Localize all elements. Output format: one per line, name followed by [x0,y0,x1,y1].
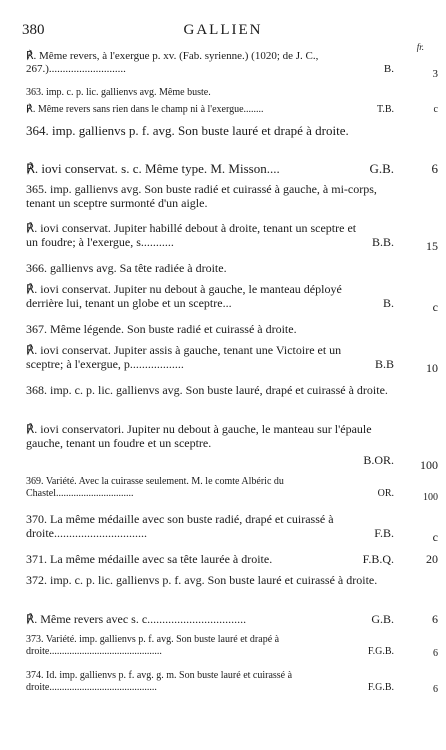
entry-text: 366. gallienvs avg. Sa tête radiée à droite. [26,261,227,275]
page-number: 380 [22,22,45,38]
entry-text: 370. La même médaille avec son buste radié, drapé et cuirassé à droite............................... [26,512,334,541]
page-header [22,22,424,52]
entry-grade: F.B. [374,526,394,541]
catalogue-entry [26,322,394,336]
entry-text: ℟. iovi conservat. Jupiter habillé debout à droite, tenant un sceptre et un foudre; à l'exergue, s........... [26,221,357,250]
entry-text: 365. imp. gallienvs avg. Son buste radié et cuirassé à gauche, à mi-corps, tenant un sceptre surmonté d'un aigle. [26,182,377,211]
entry-price: c [433,104,438,115]
entry-text: ℟. iovi conservatori. Jupiter nu debout à gauche, le manteau sur l'épaule gauche, tenant un foudre et un sceptre. [26,422,372,451]
entry-text: 363. imp. c. p. lic. gallienvs avg. Même buste. [26,87,211,98]
entry-grade: OR. [377,487,394,499]
entry-grade: F.G.B. [367,681,394,693]
entry-grade: G.B. [371,612,394,626]
catalogue-entry [26,573,394,587]
running-title: GALLIEN [183,22,263,38]
entry-price: 6 [433,648,438,659]
entry-grade: B. [382,296,394,311]
catalogue-entry [26,87,394,99]
entry-grade: B.B. [371,235,394,250]
catalogue-entry [26,50,394,76]
entry-grade: B.OR. [363,453,394,468]
entry-grade: G.B. [369,161,394,176]
entry-price: c [432,300,438,314]
entry-text: ℟. Même revers, à l'exergue p. xv. (Fab. syrienne.) (1020; de J. C., 267.)............................ [26,50,319,75]
catalogue-entry [26,476,394,500]
catalogue-entry [26,221,394,249]
entry-text: 367. Même légende. Son buste radié et cuirassé à droite. [26,322,297,336]
entry-price: c [432,530,438,544]
catalogue-entry [26,383,394,397]
entry-price: 100 [423,492,438,503]
catalogue-entry [26,634,394,658]
entry-grade: B.B [374,357,394,372]
entry-text: 364. imp. gallienvs p. f. avg. Son buste lauré et drapé à droite. [26,123,349,138]
catalogue-entry [26,282,394,310]
catalogue-entry [26,343,394,371]
entry-price: 6 [433,684,438,695]
entry-price: 3 [432,68,438,80]
entry-price: 6 [431,161,438,176]
price-column-label: fr. [416,42,424,52]
entry-text: ℟. iovi conservat. s. c. Même type. M. Misson.... [26,161,280,176]
entry-text: 374. Id. imp. gallienvs p. f. avg. g. m. Son buste lauré et cuirassé à droite........................................... [26,670,293,693]
catalogue-entry [26,552,394,566]
catalogue-entry [26,422,394,467]
catalogue-entry [26,104,394,116]
entry-price: 100 [420,458,438,472]
entry-text: ℟. Même revers sans rien dans le champ ni à l'exergue........ [26,104,264,115]
entry-grade: F.G.B. [367,645,394,657]
catalogue-entry [26,261,394,275]
catalogue-entry [26,161,394,176]
catalogue-entry [26,670,394,694]
entry-text: 368. imp. c. p. lic. gallienvs avg. Son buste lauré, drapé et cuirassé à droite. [26,383,388,397]
entry-text: 372. imp. c. p. lic. gallienvs p. f. avg. Son buste lauré et cuirassé à droite. [26,573,378,587]
entry-text: 373. Variété. imp. gallienvs p. f. avg. Son buste lauré et drapé à droite............................................. [26,634,280,657]
catalogue-entry [26,182,394,210]
entry-price: 15 [426,239,438,253]
entry-text: ℟. iovi conservat. Jupiter assis à gauche, tenant une Victoire et un sceptre; à l'exergue, p.................. [26,343,342,372]
entry-text: 371. La même médaille avec sa tête laurée à droite. [26,552,273,566]
entry-price: 20 [426,552,438,566]
entry-price: 10 [426,361,438,375]
entry-grade: F.B.Q. [362,552,394,566]
entry-grade: T.B. [376,104,394,115]
entry-text: ℟. Même revers avec s. c................................. [26,612,247,626]
entry-text: ℟. iovi conservat. Jupiter nu debout à gauche, le manteau déployé derrière lui, tenant un globe et un sceptre... [26,282,342,311]
entry-text: 369. Variété. Avec la cuirasse seulement. M. le comte Albéric du Chastel............................... [26,476,284,499]
catalogue-entry [26,123,394,138]
entry-price: 6 [432,612,438,626]
entry-grade: B. [383,62,394,75]
catalogue-entry [26,512,394,540]
catalogue-entry [26,612,394,626]
